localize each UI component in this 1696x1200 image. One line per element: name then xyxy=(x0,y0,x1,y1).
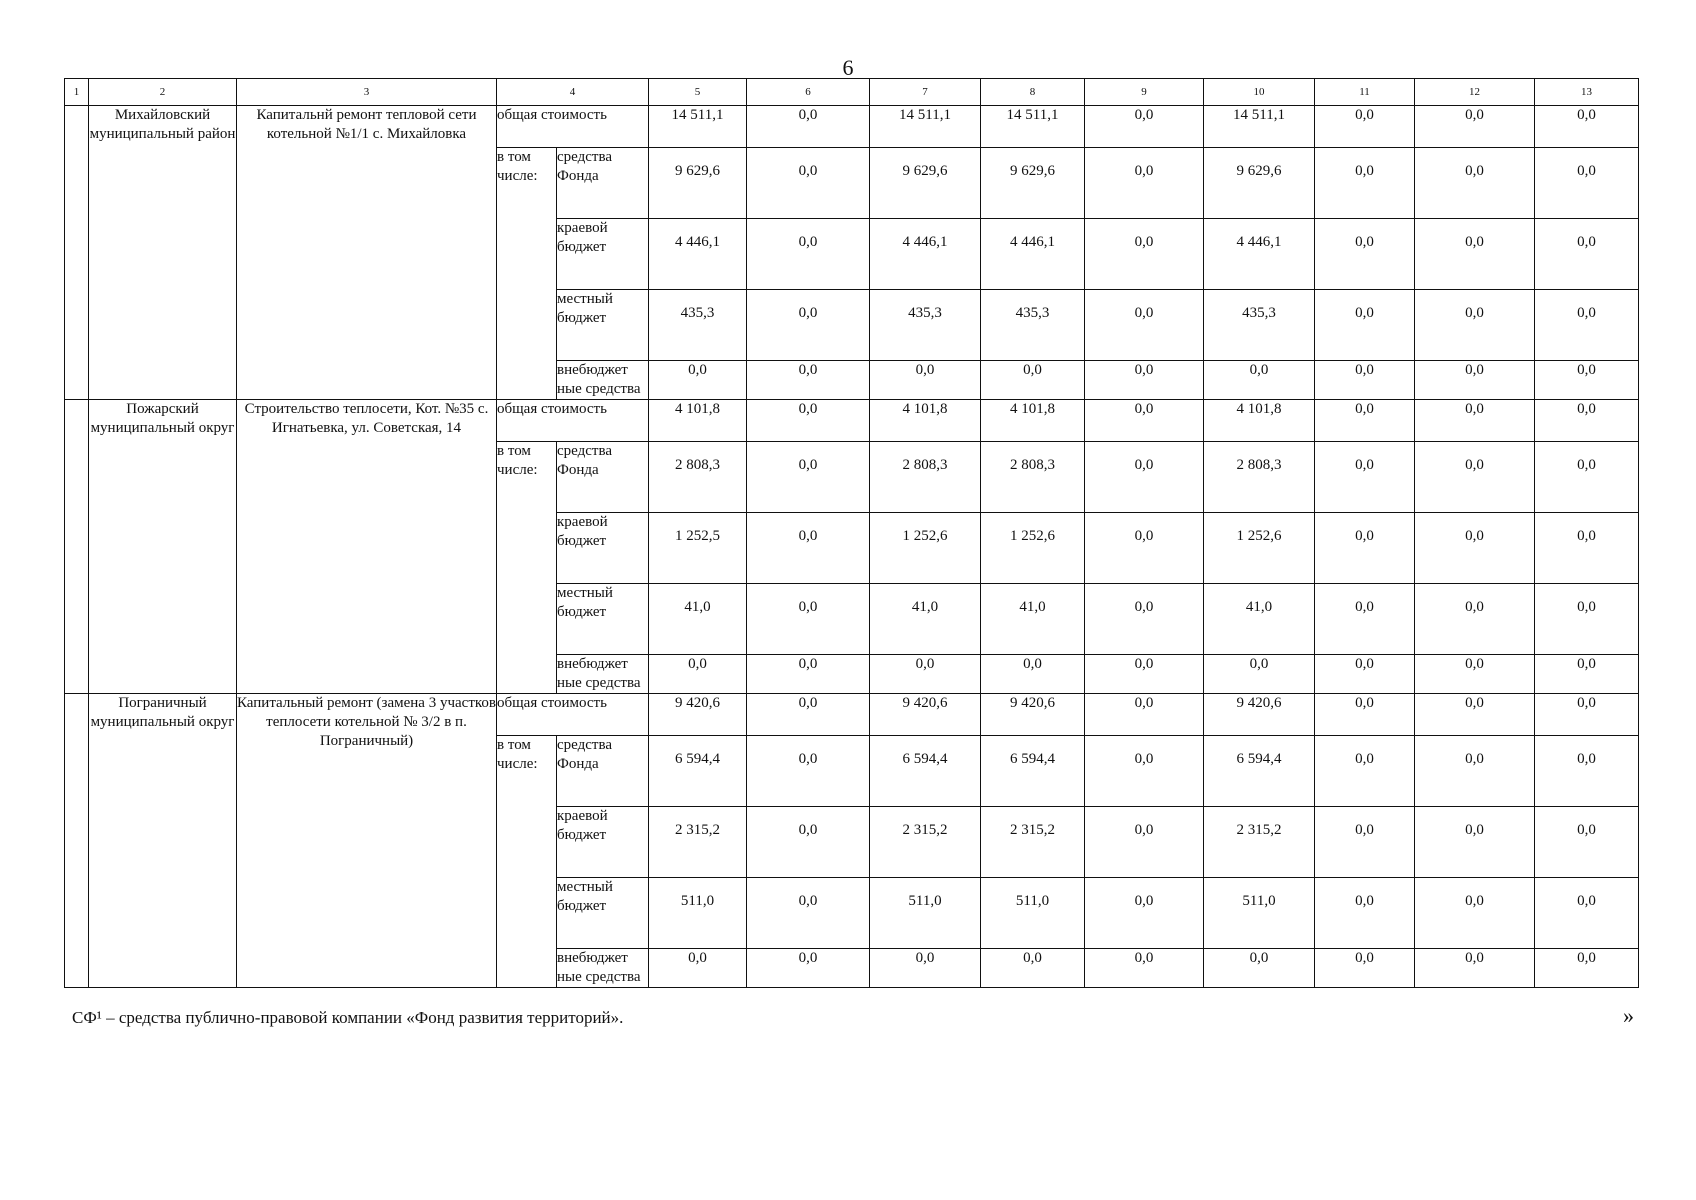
column-number: 2 xyxy=(89,79,237,106)
row-index-cell xyxy=(65,694,89,988)
value-cell: 0,0 xyxy=(1315,442,1415,513)
value-cell: 0,0 xyxy=(1415,513,1535,584)
value-cell: 9 420,6 xyxy=(981,694,1085,736)
value-cell: 0,0 xyxy=(1085,949,1204,988)
value-cell: 2 315,2 xyxy=(649,807,747,878)
value-cell: 0,0 xyxy=(1315,584,1415,655)
value-cell: 0,0 xyxy=(747,106,870,148)
value-cell: 0,0 xyxy=(1085,878,1204,949)
value-cell: 2 315,2 xyxy=(1204,807,1315,878)
value-cell: 0,0 xyxy=(1415,807,1535,878)
value-cell: 4 446,1 xyxy=(870,219,981,290)
value-cell: 0,0 xyxy=(747,584,870,655)
value-cell: 2 808,3 xyxy=(649,442,747,513)
value-cell: 2 315,2 xyxy=(870,807,981,878)
value-cell: 0,0 xyxy=(1535,400,1639,442)
value-cell: 0,0 xyxy=(747,442,870,513)
value-cell: 0,0 xyxy=(1415,949,1535,988)
value-cell: 4 446,1 xyxy=(649,219,747,290)
value-cell: 0,0 xyxy=(1085,442,1204,513)
value-cell: 0,0 xyxy=(1315,736,1415,807)
value-cell: 0,0 xyxy=(1535,148,1639,219)
value-cell: 2 808,3 xyxy=(1204,442,1315,513)
value-cell: 0,0 xyxy=(747,949,870,988)
value-cell: 0,0 xyxy=(1535,584,1639,655)
source-label: внебюджет ные средства xyxy=(557,949,649,988)
value-cell: 435,3 xyxy=(1204,290,1315,361)
value-cell: 0,0 xyxy=(1535,949,1639,988)
source-label: средства Фонда xyxy=(557,148,649,219)
value-cell: 0,0 xyxy=(1315,949,1415,988)
municipality-cell: Пожарский муниципальный округ xyxy=(89,400,237,694)
source-label: краевой бюджет xyxy=(557,513,649,584)
value-cell: 0,0 xyxy=(1315,400,1415,442)
value-cell: 0,0 xyxy=(1085,513,1204,584)
value-cell: 0,0 xyxy=(1535,290,1639,361)
value-cell: 4 101,8 xyxy=(1204,400,1315,442)
value-cell: 0,0 xyxy=(1204,949,1315,988)
value-cell: 0,0 xyxy=(1415,694,1535,736)
value-cell: 0,0 xyxy=(1415,219,1535,290)
value-cell: 14 511,1 xyxy=(649,106,747,148)
value-cell: 0,0 xyxy=(981,655,1085,694)
value-cell: 0,0 xyxy=(870,655,981,694)
value-cell: 6 594,4 xyxy=(1204,736,1315,807)
value-cell: 1 252,5 xyxy=(649,513,747,584)
column-number: 3 xyxy=(237,79,497,106)
footnote: СФ¹ – средства публично-правовой компании «Фонд развития территорий». xyxy=(72,1008,624,1027)
value-cell: 9 629,6 xyxy=(649,148,747,219)
source-label: местный бюджет xyxy=(557,290,649,361)
value-cell: 1 252,6 xyxy=(981,513,1085,584)
value-cell: 0,0 xyxy=(1085,400,1204,442)
source-label: местный бюджет xyxy=(557,584,649,655)
source-label: средства Фонда xyxy=(557,736,649,807)
column-number: 8 xyxy=(981,79,1085,106)
value-cell: 511,0 xyxy=(981,878,1085,949)
row-index-cell xyxy=(65,106,89,400)
column-number: 10 xyxy=(1204,79,1315,106)
value-cell: 4 101,8 xyxy=(981,400,1085,442)
value-cell: 6 594,4 xyxy=(981,736,1085,807)
footnote-rule xyxy=(70,987,158,988)
value-cell: 0,0 xyxy=(981,361,1085,400)
value-cell: 1 252,6 xyxy=(1204,513,1315,584)
value-cell: 0,0 xyxy=(1415,148,1535,219)
value-cell: 0,0 xyxy=(1085,219,1204,290)
column-number: 12 xyxy=(1415,79,1535,106)
value-cell: 0,0 xyxy=(1085,736,1204,807)
value-cell: 2 315,2 xyxy=(981,807,1085,878)
closing-quote: » xyxy=(1623,1003,1634,1028)
value-cell: 41,0 xyxy=(981,584,1085,655)
value-cell: 4 446,1 xyxy=(981,219,1085,290)
value-cell: 0,0 xyxy=(1315,878,1415,949)
source-label: местный бюджет xyxy=(557,878,649,949)
value-cell: 0,0 xyxy=(1085,148,1204,219)
value-cell: 0,0 xyxy=(1415,584,1535,655)
table-row xyxy=(65,400,1639,442)
source-label: средства Фонда xyxy=(557,442,649,513)
value-cell: 0,0 xyxy=(747,807,870,878)
page-number: 6 xyxy=(842,55,854,80)
value-cell: 4 101,8 xyxy=(870,400,981,442)
including-label: в том числе: xyxy=(497,148,557,400)
value-cell: 0,0 xyxy=(1085,694,1204,736)
value-cell: 41,0 xyxy=(1204,584,1315,655)
total-cost-label: общая стоимость xyxy=(497,106,649,148)
value-cell: 0,0 xyxy=(1085,807,1204,878)
value-cell: 2 808,3 xyxy=(981,442,1085,513)
value-cell: 0,0 xyxy=(1535,736,1639,807)
value-cell: 0,0 xyxy=(1535,807,1639,878)
column-number: 11 xyxy=(1315,79,1415,106)
value-cell: 9 420,6 xyxy=(649,694,747,736)
value-cell: 6 594,4 xyxy=(649,736,747,807)
value-cell: 14 511,1 xyxy=(981,106,1085,148)
column-number: 13 xyxy=(1535,79,1639,106)
value-cell: 0,0 xyxy=(1415,878,1535,949)
funding-table xyxy=(64,78,1639,988)
value-cell: 0,0 xyxy=(1535,655,1639,694)
value-cell: 0,0 xyxy=(1415,442,1535,513)
value-cell: 0,0 xyxy=(1415,400,1535,442)
value-cell: 0,0 xyxy=(649,949,747,988)
table-row xyxy=(65,694,1639,736)
value-cell: 511,0 xyxy=(1204,878,1315,949)
value-cell: 0,0 xyxy=(1535,513,1639,584)
column-number: 1 xyxy=(65,79,89,106)
value-cell: 9 629,6 xyxy=(1204,148,1315,219)
source-label: краевой бюджет xyxy=(557,219,649,290)
column-number: 5 xyxy=(649,79,747,106)
project-cell: Капитальнй ремонт тепловой сети котельной №1/1 с. Михайловка xyxy=(237,106,497,400)
value-cell: 0,0 xyxy=(1415,290,1535,361)
source-label: внебюджет ные средства xyxy=(557,361,649,400)
including-label: в том числе: xyxy=(497,442,557,694)
value-cell: 0,0 xyxy=(1535,694,1639,736)
value-cell: 0,0 xyxy=(1535,878,1639,949)
value-cell: 0,0 xyxy=(1204,655,1315,694)
source-label: краевой бюджет xyxy=(557,807,649,878)
value-cell: 0,0 xyxy=(870,949,981,988)
value-cell: 0,0 xyxy=(747,878,870,949)
value-cell: 0,0 xyxy=(1535,219,1639,290)
value-cell: 0,0 xyxy=(1535,442,1639,513)
project-cell: Капитальный ремонт (замена 3 участков теплосети котельной № 3/2 в п. Пограничный) xyxy=(237,694,497,988)
value-cell: 0,0 xyxy=(747,694,870,736)
project-cell: Строительство теплосети, Кот. №35 с. Игнатьевка, ул. Советская, 14 xyxy=(237,400,497,694)
value-cell: 0,0 xyxy=(1315,513,1415,584)
value-cell: 0,0 xyxy=(747,361,870,400)
table-row xyxy=(65,106,1639,148)
source-label: внебюджет ные средства xyxy=(557,655,649,694)
value-cell: 4 101,8 xyxy=(649,400,747,442)
municipality-cell: Пограничный муниципальный округ xyxy=(89,694,237,988)
value-cell: 435,3 xyxy=(649,290,747,361)
value-cell: 14 511,1 xyxy=(870,106,981,148)
value-cell: 0,0 xyxy=(747,290,870,361)
value-cell: 0,0 xyxy=(1315,655,1415,694)
column-number-row xyxy=(65,79,1639,106)
value-cell: 0,0 xyxy=(1535,361,1639,400)
value-cell: 9 629,6 xyxy=(981,148,1085,219)
value-cell: 0,0 xyxy=(1204,361,1315,400)
value-cell: 41,0 xyxy=(649,584,747,655)
value-cell: 511,0 xyxy=(649,878,747,949)
column-number: 4 xyxy=(497,79,649,106)
column-number: 7 xyxy=(870,79,981,106)
value-cell: 435,3 xyxy=(870,290,981,361)
value-cell: 4 446,1 xyxy=(1204,219,1315,290)
value-cell: 0,0 xyxy=(747,219,870,290)
value-cell: 1 252,6 xyxy=(870,513,981,584)
row-index-cell xyxy=(65,400,89,694)
value-cell: 0,0 xyxy=(1315,290,1415,361)
column-number: 9 xyxy=(1085,79,1204,106)
value-cell: 0,0 xyxy=(1315,694,1415,736)
including-label: в том числе: xyxy=(497,736,557,988)
value-cell: 0,0 xyxy=(1315,219,1415,290)
value-cell: 0,0 xyxy=(747,400,870,442)
value-cell: 0,0 xyxy=(1415,736,1535,807)
value-cell: 0,0 xyxy=(1315,106,1415,148)
value-cell: 0,0 xyxy=(1535,106,1639,148)
value-cell: 0,0 xyxy=(1085,361,1204,400)
value-cell: 41,0 xyxy=(870,584,981,655)
value-cell: 0,0 xyxy=(1315,807,1415,878)
value-cell: 0,0 xyxy=(1085,655,1204,694)
value-cell: 6 594,4 xyxy=(870,736,981,807)
value-cell: 0,0 xyxy=(981,949,1085,988)
value-cell: 0,0 xyxy=(870,361,981,400)
value-cell: 0,0 xyxy=(747,148,870,219)
value-cell: 9 629,6 xyxy=(870,148,981,219)
value-cell: 0,0 xyxy=(649,361,747,400)
value-cell: 2 808,3 xyxy=(870,442,981,513)
value-cell: 0,0 xyxy=(1415,361,1535,400)
value-cell: 0,0 xyxy=(1085,290,1204,361)
value-cell: 14 511,1 xyxy=(1204,106,1315,148)
total-cost-label: общая стоимость xyxy=(497,694,649,736)
municipality-cell: Михайловский муниципальный район xyxy=(89,106,237,400)
value-cell: 0,0 xyxy=(1315,361,1415,400)
value-cell: 0,0 xyxy=(1315,148,1415,219)
value-cell: 0,0 xyxy=(1085,106,1204,148)
value-cell: 0,0 xyxy=(747,513,870,584)
value-cell: 435,3 xyxy=(981,290,1085,361)
value-cell: 0,0 xyxy=(649,655,747,694)
value-cell: 511,0 xyxy=(870,878,981,949)
value-cell: 0,0 xyxy=(1085,584,1204,655)
value-cell: 9 420,6 xyxy=(1204,694,1315,736)
value-cell: 0,0 xyxy=(747,736,870,807)
value-cell: 0,0 xyxy=(1415,106,1535,148)
total-cost-label: общая стоимость xyxy=(497,400,649,442)
value-cell: 0,0 xyxy=(1415,655,1535,694)
column-number: 6 xyxy=(747,79,870,106)
value-cell: 9 420,6 xyxy=(870,694,981,736)
value-cell: 0,0 xyxy=(747,655,870,694)
